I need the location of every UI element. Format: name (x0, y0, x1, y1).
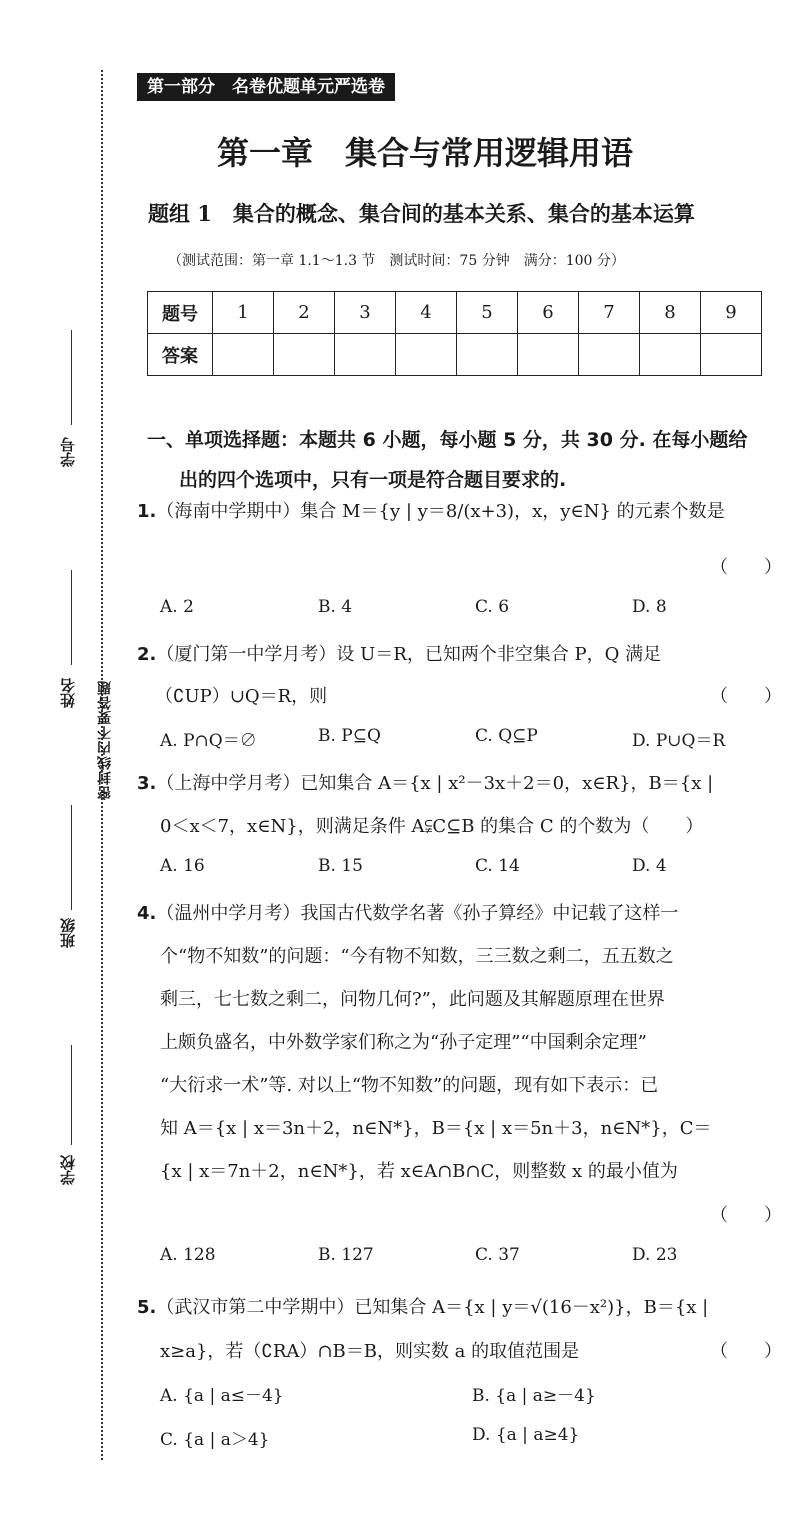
option-b: B. 127 (318, 1245, 374, 1265)
seal-warning: 密封线内不要答题 (97, 680, 113, 800)
question-number: 5. (137, 1297, 157, 1318)
question-1 (137, 497, 725, 523)
question-3-line2: 0＜x＜7，x∈N}，则满足条件 A⫋C⊆B 的集合 C 的个数为（ ） (160, 816, 704, 837)
answer-table (147, 291, 762, 376)
option-d: D. 23 (632, 1245, 678, 1265)
question-number: 3. (137, 773, 157, 794)
question-text: （武汉市第二中学期中）已知集合 A＝{x | y＝√(16－x²)}，B＝{x | (156, 1297, 709, 1318)
question-4-line: 个“物不知数”的问题：“今有物不知数，三三数之剩二，五五数之 (160, 946, 674, 967)
option-b: B. {a | a≥－4} (472, 1386, 596, 1406)
option-d: D. P∪Q＝R (632, 731, 726, 751)
question-4-line: {x | x＝7n＋2，n∈N*}，若 x∈A∩B∩C，则整数 x 的最小值为 (160, 1161, 678, 1182)
answer-paren: （ ） (710, 686, 782, 707)
answer-row-header: 答案 (148, 334, 213, 376)
option-a: A. {a | a≤－4} (160, 1386, 284, 1406)
answer-cell[interactable] (640, 334, 701, 376)
question-4-line: “大衍求一术”等. 对以上“物不知数”的问题，现有如下表示：已 (160, 1075, 659, 1096)
answer-paren: （ ） (710, 1341, 782, 1362)
part-banner: 第一部分 名卷优题单元严选卷 (137, 73, 395, 101)
question-number-cell: 3 (335, 292, 396, 334)
group-title: 题组 1 集合的概念、集合间的基本关系、集合的基本运算 (148, 201, 695, 226)
question-text: （厦门第一中学月考）设 U＝R，已知两个非空集合 P，Q 满足 (156, 644, 662, 665)
option-a: A. 128 (160, 1245, 216, 1265)
name-label: 姓名 (59, 678, 77, 708)
answer-cell[interactable] (701, 334, 762, 376)
option-b: B. P⊆Q (318, 726, 381, 746)
question-2-line2: （∁UP）∪Q＝R，则 (155, 686, 328, 707)
question-number-cell: 9 (701, 292, 762, 334)
question-4 (137, 899, 678, 925)
question-number-cell: 8 (640, 292, 701, 334)
option-a: A. P∩Q＝∅ (160, 731, 257, 751)
school-blank (71, 1045, 72, 1145)
question-5 (137, 1293, 708, 1319)
answer-cell[interactable] (579, 334, 640, 376)
student-no-label: 学号 (59, 437, 77, 467)
question-number-cell: 7 (579, 292, 640, 334)
question-number-cell: 2 (274, 292, 335, 334)
test-info: （测试范围：第一章 1.1～1.3 节 测试时间：75 分钟 满分：100 分） (168, 253, 625, 269)
student-no-blank (71, 330, 72, 425)
question-number: 4. (137, 903, 157, 924)
section-heading-line2: 出的四个选项中，只有一项是符合题目要求的. (179, 469, 567, 491)
question-number-cell: 5 (457, 292, 518, 334)
section-heading (147, 420, 777, 500)
option-c: C. {a | a＞4} (160, 1430, 270, 1450)
option-c: C. Q⊆P (475, 726, 538, 746)
option-c: C. 37 (475, 1245, 520, 1265)
answer-cell[interactable] (274, 334, 335, 376)
option-c: C. 6 (475, 597, 510, 617)
option-d: D. 8 (632, 597, 667, 617)
question-number-cell: 4 (396, 292, 457, 334)
section-heading-line1: 一、单项选择题：本题共 6 小题，每小题 5 分，共 30 分. 在每小题给 (147, 429, 748, 451)
question-number: 1. (137, 501, 157, 522)
question-2 (137, 640, 661, 666)
answer-table-number-row (148, 292, 762, 334)
answer-paren: （ ） (710, 557, 782, 578)
option-c: C. 14 (475, 856, 520, 876)
question-number-cell: 1 (213, 292, 274, 334)
question-text: （上海中学月考）已知集合 A＝{x | x²－3x＋2＝0，x∈R}，B＝{x | (156, 773, 714, 794)
answer-cell[interactable] (335, 334, 396, 376)
answer-table-answer-row (148, 334, 762, 376)
answer-cell[interactable] (457, 334, 518, 376)
class-blank (71, 805, 72, 910)
option-b: B. 15 (318, 856, 363, 876)
option-a: A. 2 (160, 597, 194, 617)
answer-cell[interactable] (396, 334, 457, 376)
chapter-title: 第一章 集合与常用逻辑用语 (216, 134, 633, 172)
name-blank (71, 570, 72, 665)
answer-paren: （ ） (710, 1205, 782, 1226)
option-d: D. {a | a≥4} (472, 1425, 580, 1445)
question-text: （海南中学期中）集合 M＝{y | y＝8/(x+3)，x，y∈N} 的元素个数是 (156, 501, 725, 522)
school-label: 学校 (59, 1155, 77, 1185)
question-4-line: 剩三，七七数之剩二，问物几何?”，此问题及其解题原理在世界 (160, 989, 665, 1010)
question-5-line2: x≥a}，若（∁RA）∩B＝B，则实数 a 的取值范围是 (160, 1341, 580, 1362)
option-d: D. 4 (632, 856, 667, 876)
class-label: 班级 (59, 918, 77, 948)
question-3 (137, 769, 713, 795)
question-number-cell: 6 (518, 292, 579, 334)
answer-cell[interactable] (518, 334, 579, 376)
answer-cell[interactable] (213, 334, 274, 376)
question-4-line: 上颇负盛名，中外数学家们称之为“孙子定理”“中国剩余定理” (160, 1032, 647, 1053)
number-row-header: 题号 (148, 292, 213, 334)
question-number: 2. (137, 644, 157, 665)
option-b: B. 4 (318, 597, 353, 617)
question-4-line: 知 A＝{x | x＝3n＋2，n∈N*}，B＝{x | x＝5n＋3，n∈N*}，C＝ (160, 1118, 712, 1139)
question-text: （温州中学月考）我国古代数学名著《孙子算经》中记载了这样一 (156, 903, 679, 924)
option-a: A. 16 (160, 856, 205, 876)
